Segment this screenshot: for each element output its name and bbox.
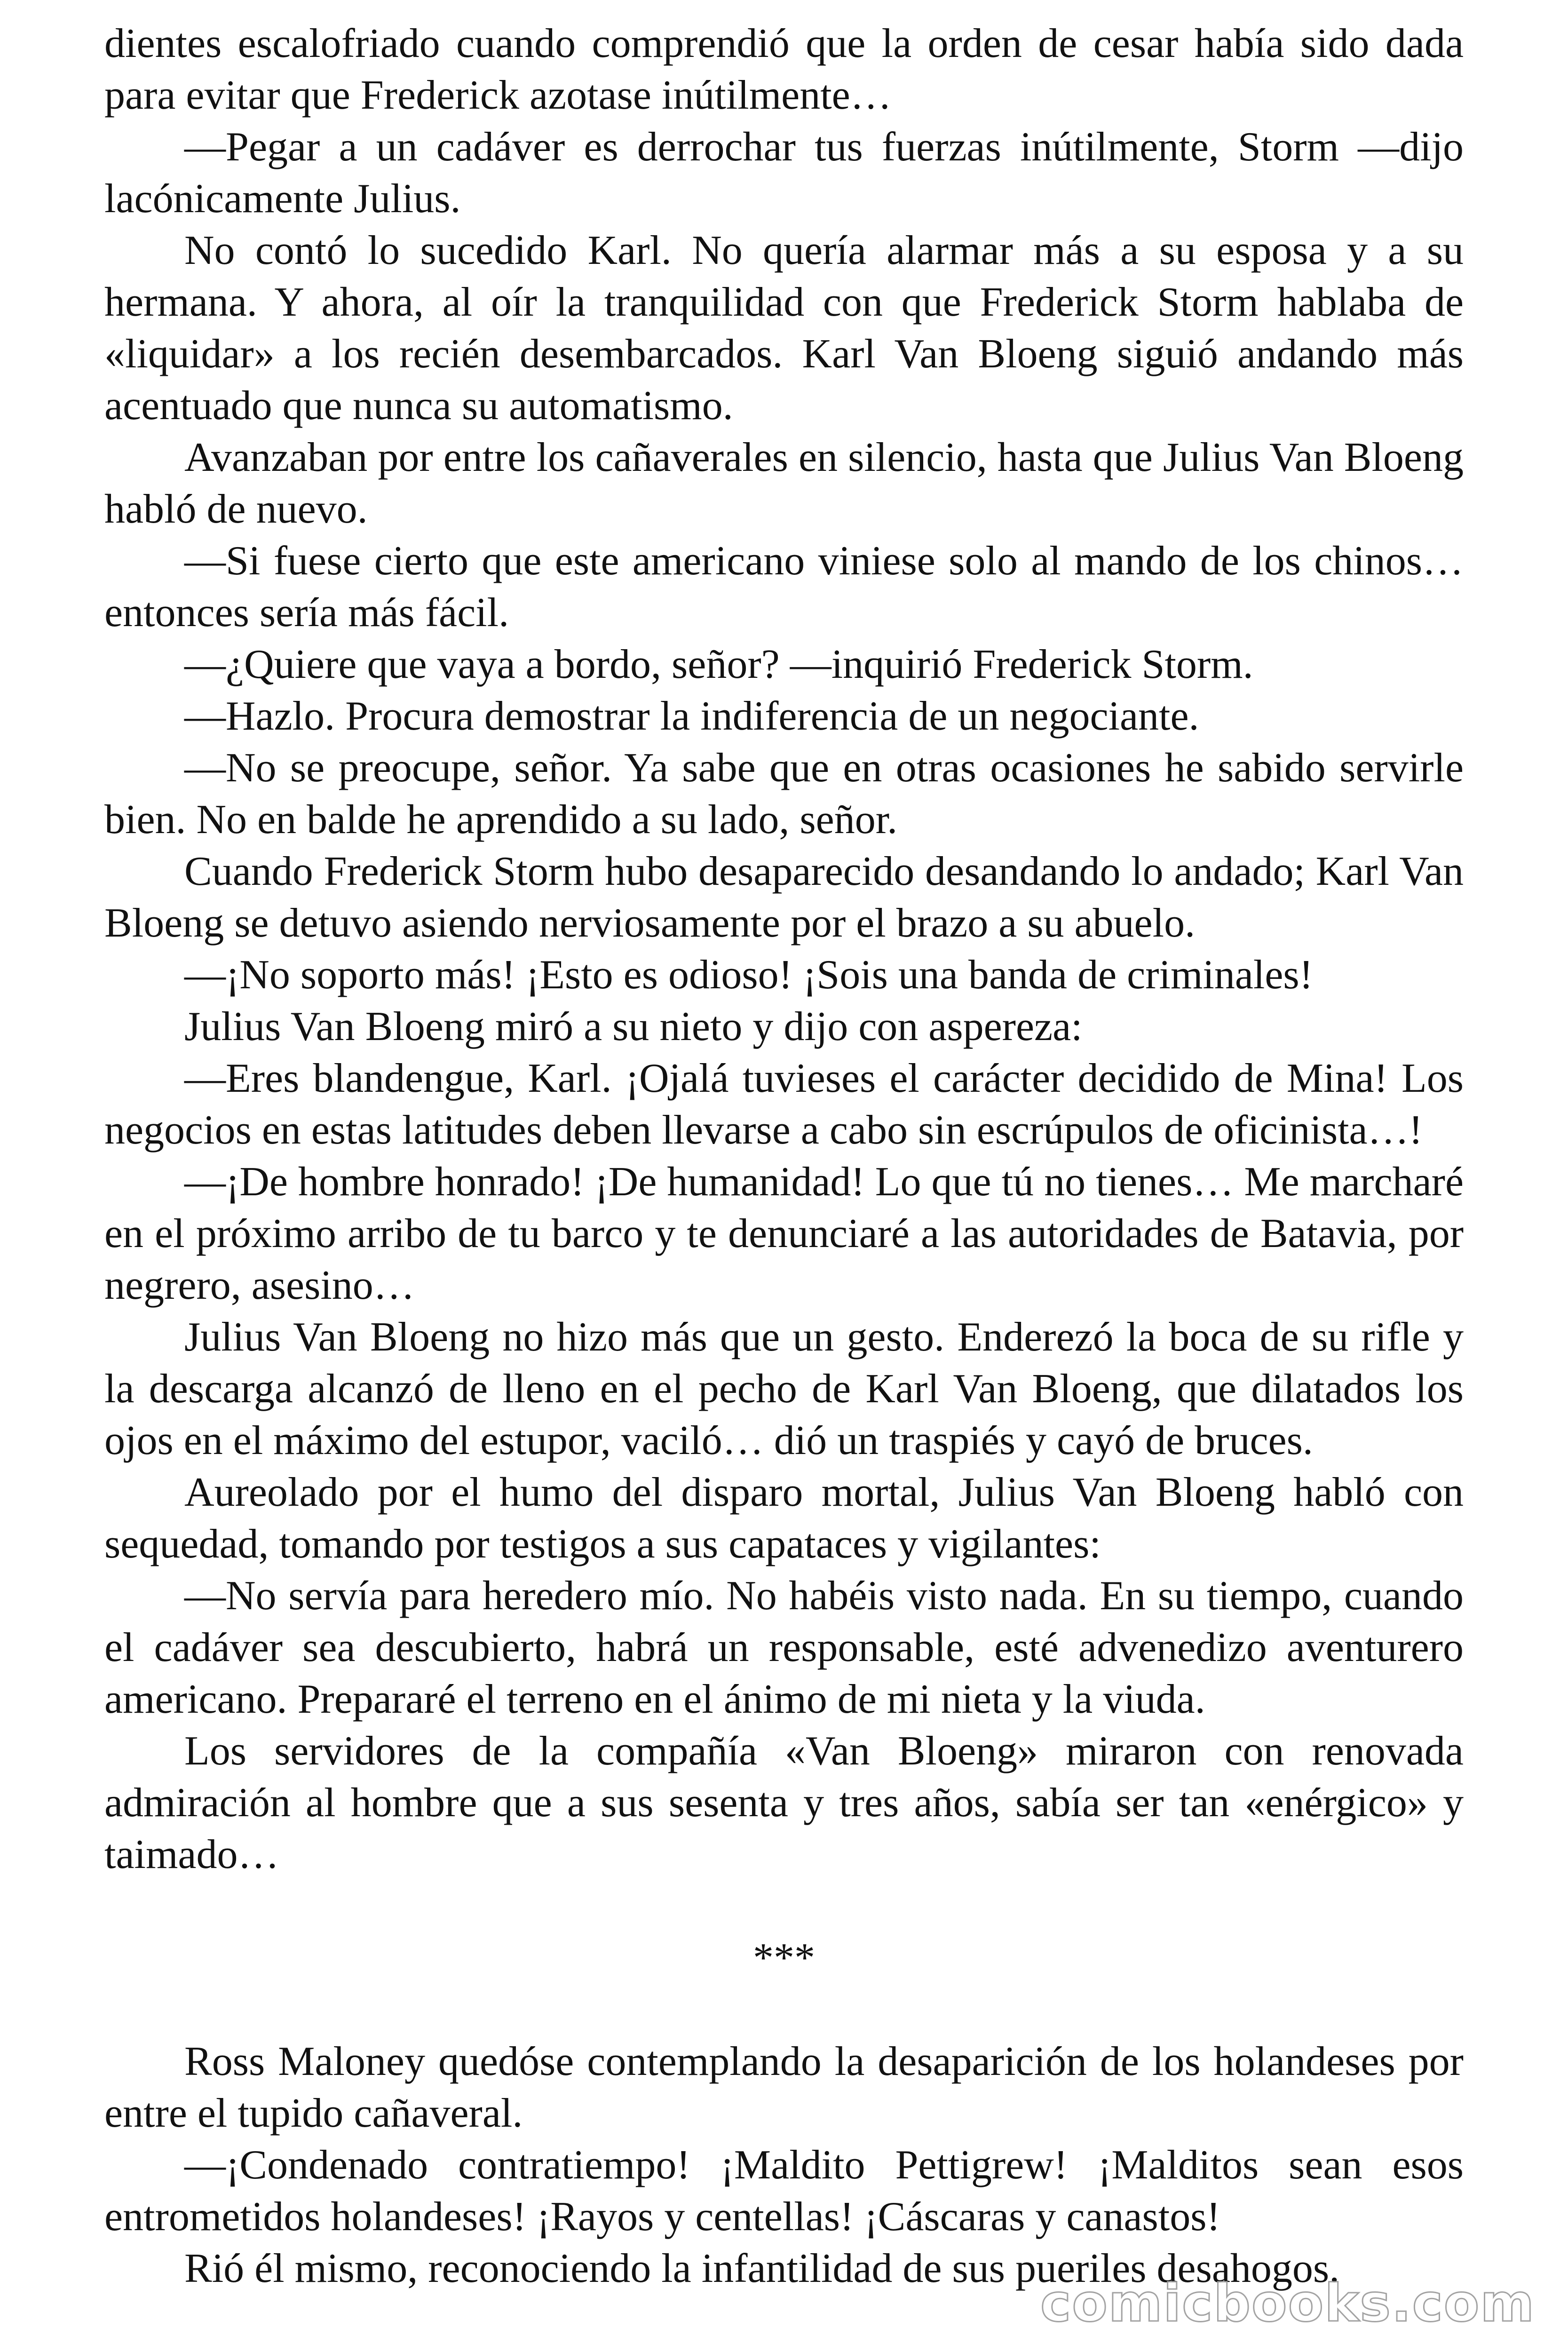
paragraph: —Eres blandengue, Karl. ¡Ojalá tuvieses el carácter decidido de Mina! Los negocios en estas latitudes deben llevarse a cabo sin escrúpulos de oficinista…! xyxy=(104,1056,1464,1153)
paragraph: Avanzaban por entre los cañaverales en silencio, hasta que Julius Van Bloeng habló de nuevo. xyxy=(104,435,1464,532)
paragraph: —No servía para heredero mío. No habéis visto nada. En su tiempo, cuando el cadáver sea descubierto, habrá un responsable, esté advenedizo aventurero americano. Prepararé el terreno en el ánimo de mi nieta y la viuda. xyxy=(104,1573,1464,1722)
paragraph: —Hazlo. Procura demostrar la indiferencia de un negociante. xyxy=(184,693,1199,739)
paragraph: —¡No soporto más! ¡Esto es odioso! ¡Sois una banda de criminales! xyxy=(184,952,1313,998)
site-watermark: comicbooks.com xyxy=(1040,2273,1535,2333)
paragraph: —¡Condenado contratiempo! ¡Maldito Pettigrew! ¡Malditos sean esos entrometidos holandeses! ¡Rayos y centellas! ¡Cáscaras y canastos! xyxy=(104,2142,1464,2240)
paragraph: Aureolado por el humo del disparo mortal, Julius Van Bloeng habló con sequedad, tomando por testigos a sus capataces y vigilantes: xyxy=(104,1470,1464,1567)
paragraph: —Si fuese cierto que este americano viniese solo al mando de los chinos… entonces sería más fácil. xyxy=(104,538,1464,636)
paragraph: —Pegar a un cadáver es derrochar tus fuerzas inútilmente, Storm —dijo lacónicamente Julius. xyxy=(104,124,1464,222)
paragraph-continuation: dientes escalofriado cuando comprendió que la orden de cesar había sido dada para evitar que Frederick azotase inútilmente… xyxy=(104,21,1464,118)
scene-break-separator: *** xyxy=(753,1935,815,1981)
paragraph: Julius Van Bloeng no hizo más que un gesto. Enderezó la boca de su rifle y la descarga alcanzó de lleno en el pecho de Karl Van Bloeng, que dilatados los ojos en el máximo del estupor, vaciló… dió un traspiés y cayó de bruces. xyxy=(104,1314,1464,1463)
paragraph: Cuando Frederick Storm hubo desaparecido desandando lo andado; Karl Van Bloeng se detuvo asiendo nerviosamente por el brazo a su abuelo. xyxy=(104,849,1464,946)
paragraph: —¿Quiere que vaya a bordo, señor? —inquirió Frederick Storm. xyxy=(184,642,1253,687)
paragraph: Rió él mismo, reconociendo la infantilidad de sus pueriles desahogos. xyxy=(184,2246,1340,2291)
book-page xyxy=(104,18,1464,2295)
paragraph: —¡De hombre honrado! ¡De humanidad! Lo que tú no tienes… Me marcharé en el próximo arribo de tu barco y te denunciaré a las autoridades de Batavia, por negrero, asesino… xyxy=(104,1159,1464,1308)
paragraph: No contó lo sucedido Karl. No quería alarmar más a su esposa y a su hermana. Y ahora, al oír la tranquilidad con que Frederick Storm hablaba de «liquidar» a los recién desembarcados. Karl Van Bloeng siguió andando más acentuado que nunca su automatismo. xyxy=(104,228,1464,429)
paragraph: Ross Maloney quedóse contemplando la desaparición de los holandeses por entre el tupido cañaveral. xyxy=(104,2039,1464,2136)
paragraph: Los servidores de la compañía «Van Bloeng» miraron con renovada admiración al hombre que a sus sesenta y tres años, sabía ser tan «enérgico» y taimado… xyxy=(104,1728,1464,1877)
paragraph: Julius Van Bloeng miró a su nieto y dijo con aspereza: xyxy=(184,1004,1083,1049)
paragraph: —No se preocupe, señor. Ya sabe que en otras ocasiones he sabido servirle bien. No en balde he aprendido a su lado, señor. xyxy=(104,745,1464,842)
